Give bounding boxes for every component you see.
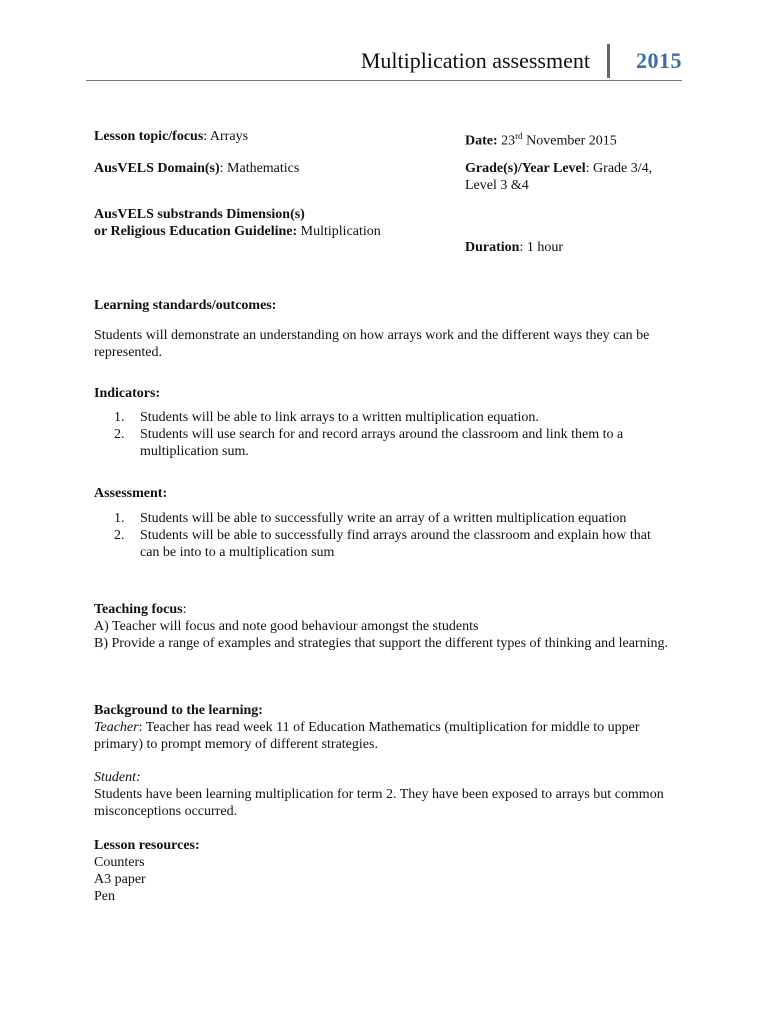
- background-heading: Background to the learning:: [94, 703, 263, 718]
- duration-value: : 1 hour: [519, 240, 564, 255]
- lesson-domain: [94, 160, 299, 177]
- lesson-topic: [94, 128, 248, 145]
- indicators-heading: Indicators:: [94, 386, 161, 401]
- background-teacher: [94, 719, 684, 753]
- assessment-list: [94, 510, 654, 561]
- date-rest: November 2015: [522, 133, 617, 149]
- teacher-label: Teacher: [94, 720, 139, 735]
- date-label: Date:: [465, 133, 498, 149]
- header-separator: [607, 44, 610, 78]
- assessment-heading: Assessment:: [94, 486, 168, 501]
- list-item: 2. Students will use search for and record arrays around the classroom and link them to a multiplication sum.: [114, 427, 624, 459]
- lesson-topic-value: : Arrays: [203, 129, 249, 144]
- resources-heading: Lesson resources:: [94, 838, 200, 853]
- date-day: 23: [497, 133, 516, 149]
- header-year: 2015: [636, 48, 682, 73]
- learning-text: Students will demonstrate an understanding on how arrays work and the different ways they can be represented.: [94, 328, 650, 360]
- indicators-list: [94, 409, 684, 460]
- list-item: 1. Students will be able to successfully write an array of a written multiplication equation: [114, 511, 627, 526]
- grade-label: Grade(s)/Year Level: [465, 161, 586, 176]
- teaching-line-a: A) Teacher will focus and note good behaviour amongst the students: [94, 619, 479, 634]
- resource-item: Pen: [94, 889, 115, 904]
- domain-value: : Mathematics: [219, 161, 300, 176]
- list-item: 1. Students will be able to link arrays to a written multiplication equation.: [114, 410, 539, 425]
- lesson-grade: [465, 160, 652, 194]
- duration-label: Duration: [465, 240, 520, 255]
- header-title: Multiplication assessment: [360, 48, 590, 73]
- teaching-line-b: B) Provide a range of examples and strategies that support the different types of thinking and learning.: [94, 636, 668, 651]
- page-header: [86, 44, 682, 81]
- lesson-substrands: [94, 206, 381, 240]
- lesson-duration: [465, 239, 563, 256]
- teacher-text: : Teacher has read week 11 of Education Mathematics (multiplication for middle to upper primary) to prompt memory of different strategies.: [94, 720, 640, 752]
- list-item: 2. Students will be able to successfully find arrays around the classroom and explain how that can be into to a multiplication sum: [114, 528, 651, 560]
- substrands-value: Multiplication: [297, 224, 381, 239]
- learning-heading: Learning standards/outcomes:: [94, 298, 277, 313]
- grade-value-line2: Level 3 &4: [465, 178, 529, 193]
- grade-value: : Grade 3/4,: [585, 161, 653, 176]
- substrands-label-line2: or Religious Education Guideline:: [94, 224, 298, 239]
- date-suffix: rd: [515, 131, 523, 141]
- resource-item: Counters: [94, 855, 145, 870]
- background-student-text: Students have been learning multiplication for term 2. They have been exposed to arrays but common misconceptions occurred.: [94, 787, 664, 819]
- substrands-label-line1: AusVELS substrands Dimension(s): [94, 207, 305, 222]
- teaching-heading: Teaching focus:: [94, 602, 187, 617]
- background-student-label: Student:: [94, 770, 141, 785]
- resource-item: A3 paper: [94, 872, 146, 887]
- lesson-topic-label: Lesson topic/focus: [94, 129, 204, 144]
- domain-label: AusVELS Domain(s): [94, 161, 220, 176]
- lesson-date: [465, 128, 617, 150]
